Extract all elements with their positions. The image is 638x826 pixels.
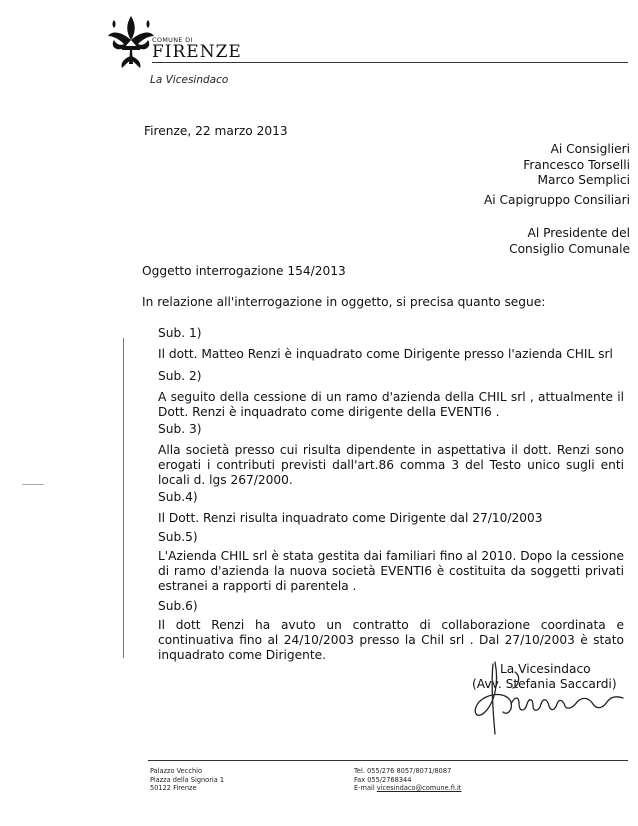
section-label: Sub. 1) [158, 326, 202, 340]
section-text: Il Dott. Renzi risulta inquadrato come Dirigente dal 27/10/2003 [158, 511, 543, 525]
signature-title: La Vicesindaco [500, 662, 591, 676]
handwritten-signature-icon [455, 652, 635, 742]
office-name: La Vicesindaco [150, 74, 229, 86]
section-label: Sub. 3) [158, 422, 202, 436]
recipient-line: Ai Consiglieri [550, 142, 630, 156]
footer-email-row [354, 784, 461, 793]
address-line: Palazzo Vecchio [150, 767, 202, 775]
letter-intro: In relazione all'interrogazione in oggetto, si precisa quanto segue: [142, 295, 546, 309]
section-text: L'Azienda CHIL srl è stata gestita dai familiari fino al 2010. Dopo la cessione di ramo d'azienda la nuova società EVENTI6 è costituita da soggetti privati estranei a rapporti di parentela . [158, 549, 624, 593]
section-text: Il dott Renzi ha avuto un contratto di collaborazione coordinata e continuativa fino al 24/10/2003 presso la Chil srl . Dal 27/10/2003 è stato inquadrato come Dirigente. [158, 618, 624, 662]
letter-date: Firenze, 22 marzo 2013 [144, 124, 288, 138]
recipients-capigruppo [484, 193, 630, 208]
recipient-line: Ai Capigruppo Consiliari [483, 193, 630, 207]
section-label: Sub.6) [158, 599, 198, 613]
recipient-line: Al Presidente del [527, 226, 630, 240]
section-text: Il dott. Matteo Renzi è inquadrato come Dirigente presso l'azienda CHIL srl [158, 347, 613, 361]
section-label: Sub.5) [158, 530, 198, 544]
logo-comune-di: COMUNE DI [152, 36, 193, 44]
footer-address [150, 767, 224, 793]
section-label: Sub. 2) [158, 369, 202, 383]
footer-fax: Fax 055/2768344 [354, 775, 412, 784]
section-label: Sub.4) [158, 490, 198, 504]
footer-email-link[interactable]: vicesindaco@comune.fi.it [376, 784, 462, 792]
logo-firenze: FIRENZE [152, 42, 242, 62]
margin-mark [22, 484, 44, 485]
section-text: A seguito della cessione di un ramo d'azienda della CHIL srl , attualmente il Dott. Renzi è inquadrato come dirigente della EVENTI6 . [158, 390, 624, 419]
address-line: Piazza della Signoria 1 [150, 775, 225, 784]
florence-lily-logo-icon [106, 14, 156, 70]
recipient-line: Marco Semplici [537, 173, 630, 187]
section-text: Alla società presso cui risulta dipendente in aspettativa il dott. Renzi sono erogati i contributi previsti dall'art.86 comma 3 del Testo unico sugli enti locali d. lgs 267/2000. [158, 443, 624, 487]
recipient-line: Francesco Torselli [523, 157, 630, 172]
footer-contacts [354, 767, 461, 793]
recipient-line: Consiglio Comunale [509, 241, 630, 256]
letter-subject: Oggetto interrogazione 154/2013 [142, 264, 346, 278]
signature-name: (Avv. Stefania Saccardi) [472, 677, 617, 691]
margin-bar [123, 338, 124, 658]
address-line: 50122 Firenze [150, 784, 197, 792]
footer-email-label: E-mail [354, 784, 377, 792]
header-divider [152, 62, 628, 63]
recipients-consiglieri [523, 142, 630, 189]
footer-divider [148, 760, 628, 761]
footer-tel: Tel. 055/276 8057/8071/8087 [354, 767, 452, 775]
recipients-presidente [509, 226, 630, 257]
